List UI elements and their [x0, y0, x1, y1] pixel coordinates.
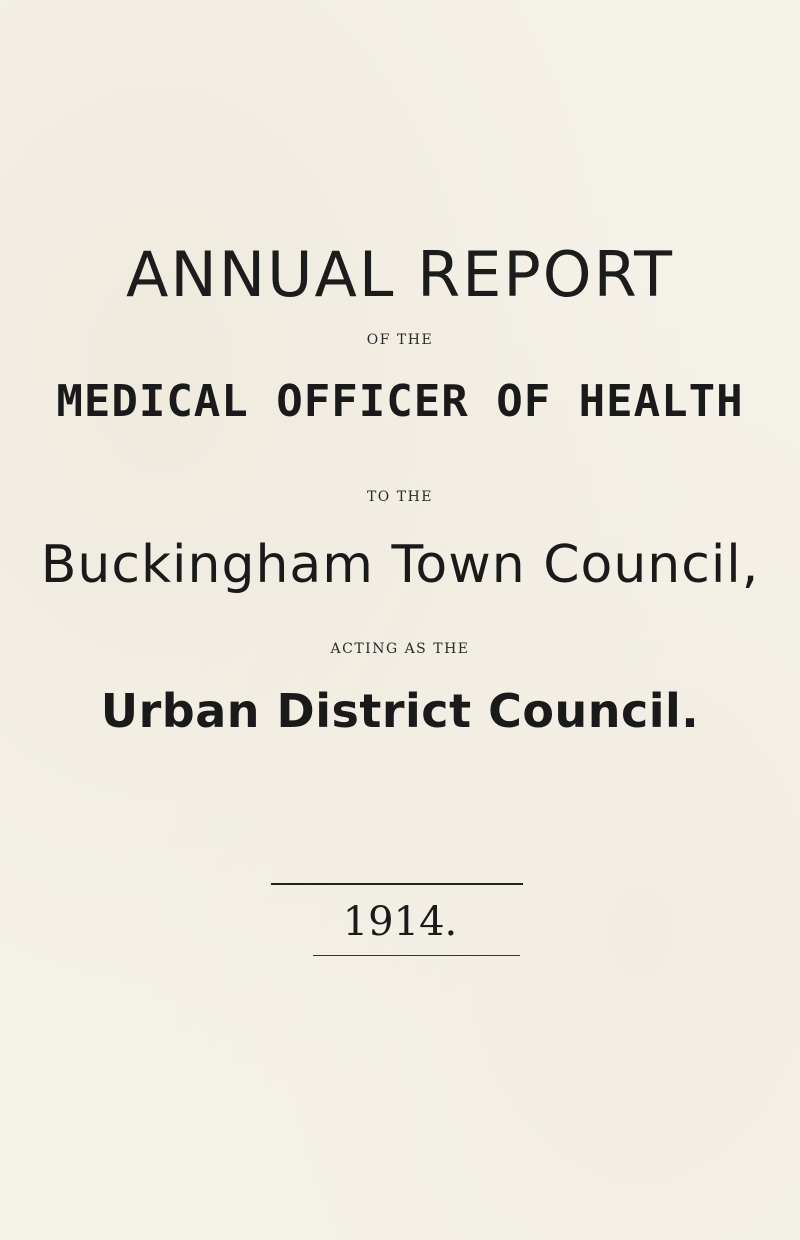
to-the-text: TO THE: [366, 489, 434, 505]
acting-as-text: ACTING AS THE: [330, 641, 470, 657]
report-year: 1914.: [342, 899, 458, 945]
divider-rule-bottom: [313, 955, 520, 956]
district-heading: Urban District Council.: [100, 684, 700, 738]
report-title: ANNUAL REPORT: [125, 238, 675, 311]
council-heading: Buckingham Town Council,: [40, 535, 760, 595]
divider-rule-top: [271, 883, 523, 885]
of-the-text: OF THE: [366, 332, 434, 348]
office-heading: MEDICAL OFFICER OF HEALTH: [56, 376, 744, 427]
